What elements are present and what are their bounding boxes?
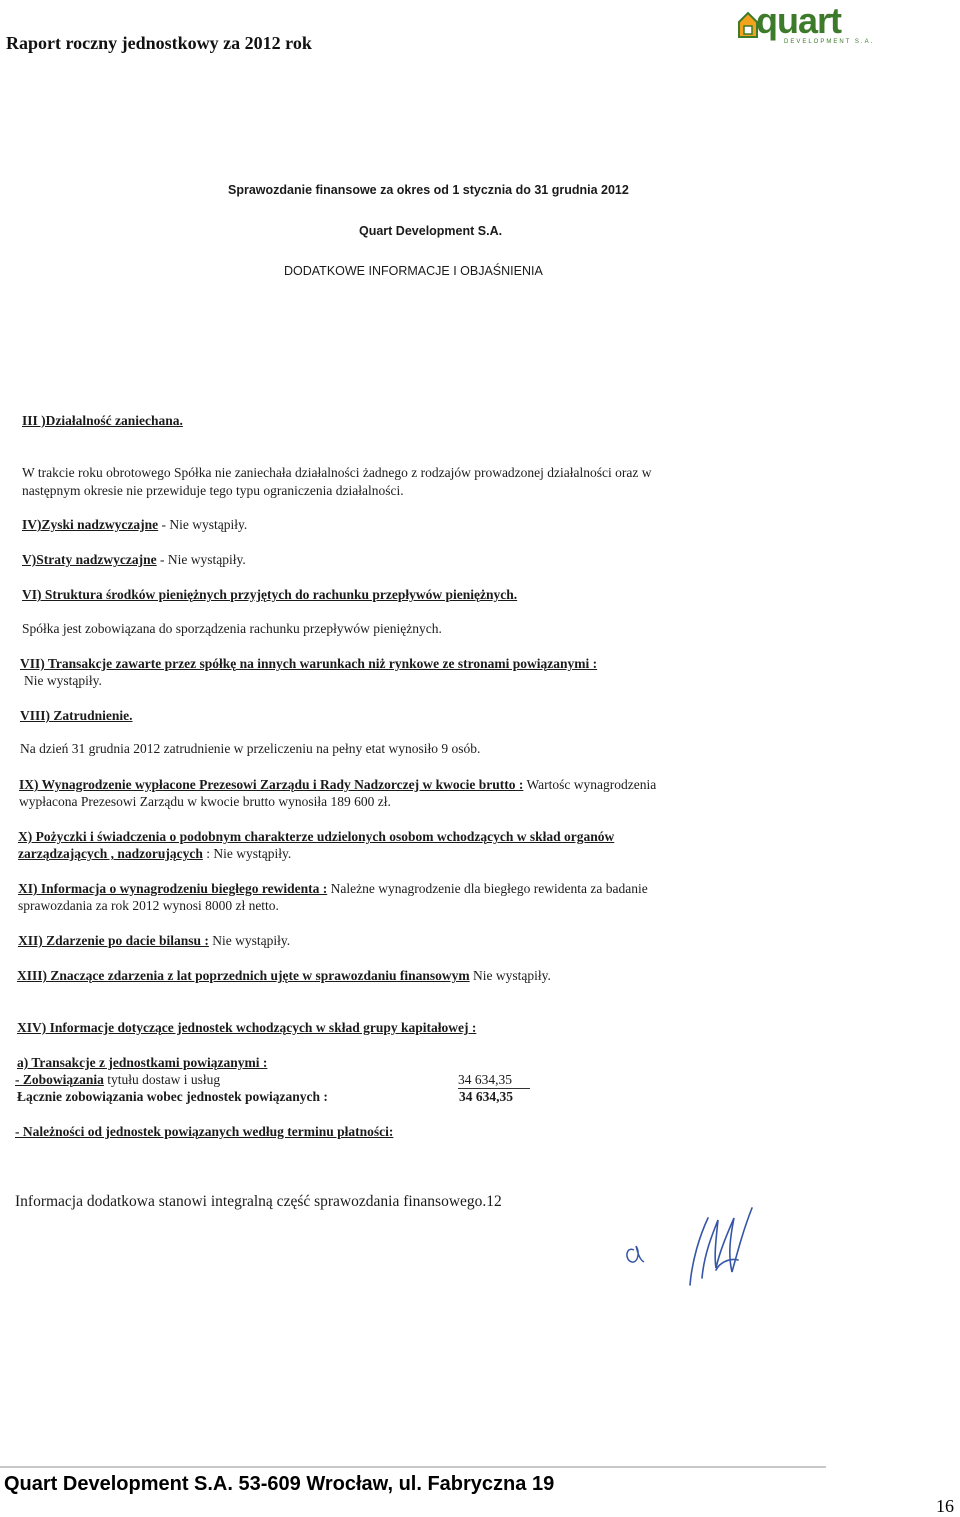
section-9-text2: wypłacona Prezesowi Zarządu w kwocie brutto wynosiła 189 600 zł. [19,794,391,809]
section-10-title1: X) Pożyczki i świadczenia o podobnym charakterze udzielonych osobom wchodzących w skład organów [18,829,615,844]
section-4-text: - Nie wystąpiły. [158,517,248,532]
section-14-a: a) Transakcje z jednostkami powiązanymi : [17,1055,268,1070]
section-14-row1-label [15,1072,220,1088]
report-title: Raport roczny jednostkowy za 2012 rok [6,33,312,53]
section-11-text2: sprawozdania za rok 2012 wynosi 8000 zł netto. [18,898,279,913]
section-8-text: Na dzień 31 grudnia 2012 zatrudnienie w przeliczeniu na pełny etat wynosiło 9 osób. [20,741,481,756]
section-9 [19,777,656,793]
section-13 [17,968,551,984]
section-12 [18,933,290,949]
section-14-row2-label: Łącznie zobowiązania wobec jednostek powiązanych : [17,1089,328,1104]
section-11-text1: Należne wynagrodzenie dla biegłego rewidenta za badanie [327,881,648,896]
section-5 [22,552,246,568]
signature-icon [620,1200,770,1295]
section-6-text: Spółka jest zobowiązana do sporządzenia rachunku przepływów pieniężnych. [22,621,442,636]
row1-label-bold: - Zobowiązania [15,1072,104,1087]
section-11-title: XI) Informacja o wynagrodzeniu biegłego rewidenta : [18,881,328,896]
section-3-title: III )Działalność zaniechana. [22,413,183,428]
closing-statement: Informacja dodatkowa stanowi integralną część sprawozdania finansowego.12 [15,1193,502,1210]
section-10-text: : Nie wystąpiły. [202,846,292,861]
section-14-row2-value: 34 634,35 [459,1089,513,1104]
house-logo-icon [738,10,758,38]
row1-label-text: tytułu dostaw i usług [103,1072,221,1087]
section-8-title: VIII) Zatrudnienie. [20,708,133,723]
section-4-title: IV)Zyski nadzwyczajne [22,517,159,532]
section-13-title: XIII) Znaczące zdarzenia z lat poprzednich ujęte w sprawozdaniu finansowym [17,968,470,983]
section-4 [22,517,247,533]
logo-subtext: DEVELOPMENT S.A. [784,39,875,45]
section-14-b: - Należności od jednostek powiązanych według terminu płatności: [15,1124,394,1139]
doc-heading: Sprawozdanie finansowe za okres od 1 stycznia do 31 grudnia 2012 [228,183,629,197]
section-12-text: Nie wystąpiły. [208,933,291,948]
section-9-title: IX) Wynagrodzenie wypłacone Prezesowi Zarządu i Rady Nadzorczej w kwocie brutto : [19,777,524,792]
doc-company: Quart Development S.A. [359,224,503,238]
section-7-title: VII) Transakcje zawarte przez spółkę na innych warunkach niż rynkowe ze stronami powiązanymi : [20,656,598,671]
section-10 [18,846,291,862]
section-11 [18,881,648,897]
section-14-title: XIV) Informacje dotyczące jednostek wchodzących w skład grupy kapitałowej : [17,1020,477,1035]
footer-address: Quart Development S.A. 53-609 Wrocław, ul. Fabryczna 19 [4,1473,555,1495]
section-6-title: VI) Struktura środków pieniężnych przyjętych do rachunku przepływów pieniężnych. [22,587,518,602]
logo-word: quart [756,0,841,41]
section-3-line1: W trakcie roku obrotowego Spółka nie zaniechała działalności żadnego z rodzajów prowadzonej działalności oraz w [22,465,652,480]
section-3-line2: następnym okresie nie przewiduje tego typu ograniczenia działalności. [22,483,404,498]
section-13-text: Nie wystąpiły. [469,968,551,983]
page-number: 16 [936,1496,954,1516]
section-12-title: XII) Zdarzenie po dacie bilansu : [18,933,209,948]
section-5-text: - Nie wystąpiły. [156,552,246,567]
section-14-row1-value: 34 634,35 [458,1072,530,1089]
section-10-title2: zarządzających , nadzorujących [18,846,203,861]
company-logo [736,0,875,46]
section-5-title: V)Straty nadzwyczajne [22,552,157,567]
section-7-text: Nie wystąpiły. [24,673,102,688]
doc-subheading: DODATKOWE INFORMACJE I OBJAŚNIENIA [284,264,543,278]
footer-divider [0,1466,826,1468]
section-9-text1: Wartośc wynagrodzenia [523,777,657,792]
